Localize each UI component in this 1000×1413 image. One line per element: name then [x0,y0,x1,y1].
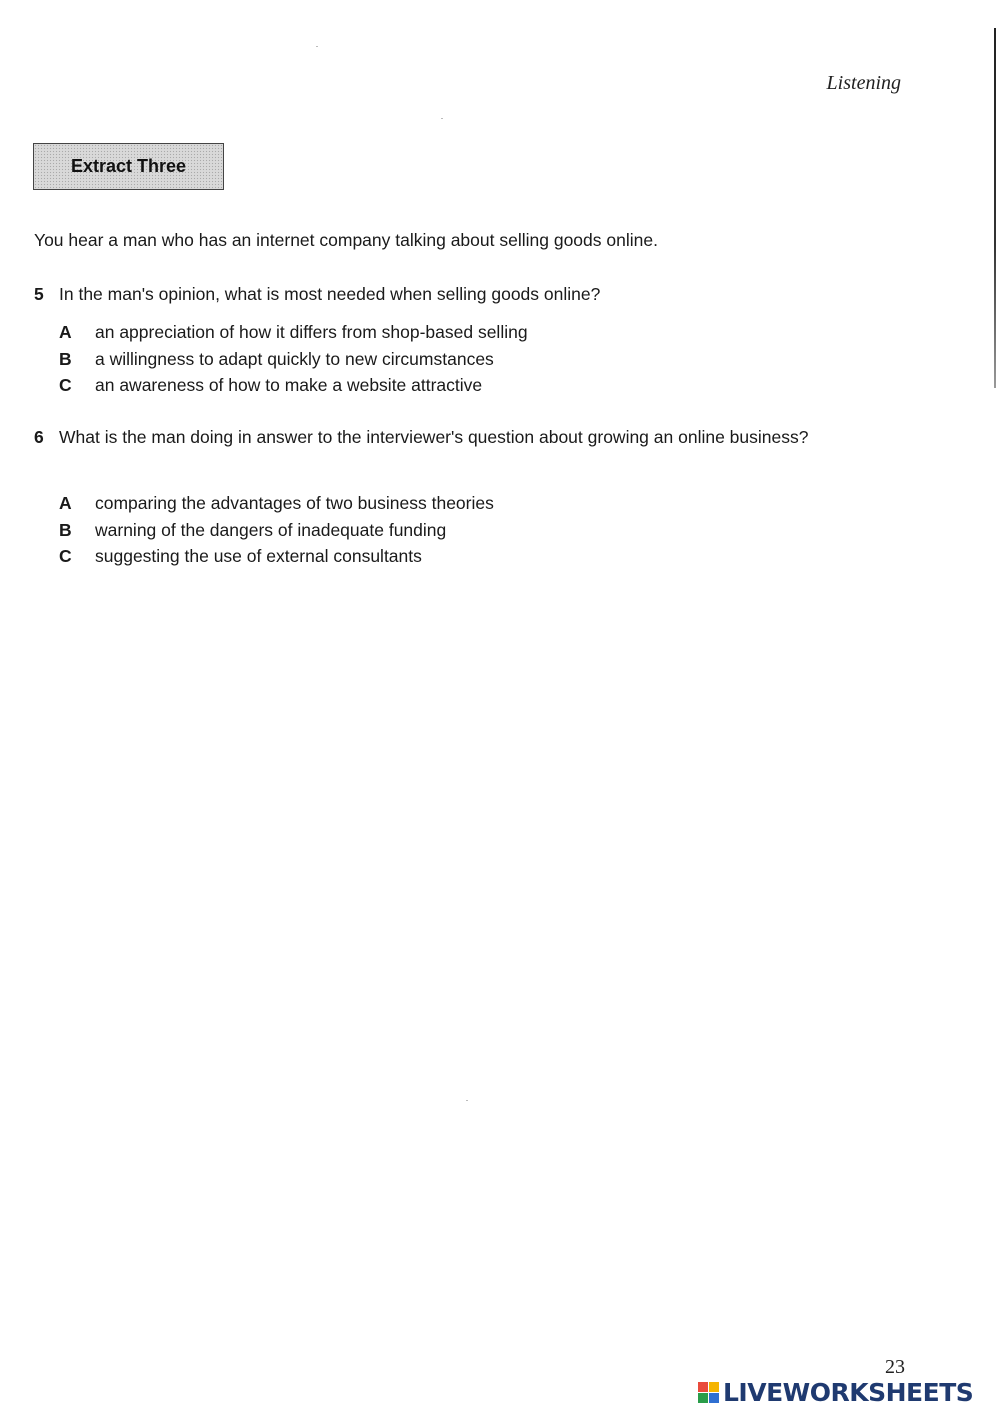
option-letter: B [59,519,72,540]
question-5 [34,280,839,309]
option-letter: C [59,375,72,395]
option-text: an appreciation of how it differs from shop-based selling [95,322,528,342]
liveworksheets-logo [698,1378,973,1407]
option-text: a willingness to adapt quickly to new circumstances [95,348,494,369]
option-letter: A [59,322,72,342]
page-number: 23 [885,1356,905,1378]
page-edge-shadow [994,28,996,388]
option-letter: B [59,348,72,369]
option-text: comparing the advantages of two business theories [95,493,494,513]
question-number: 6 [34,427,44,447]
extract-title: Extract Three [70,156,187,176]
scan-speck [441,118,443,119]
logo-tile-icon [709,1393,719,1403]
scan-speck [466,1100,468,1101]
option-letter: C [59,546,72,566]
option-letter: A [59,493,72,513]
logo-tile-icon [709,1382,719,1392]
question-text: In the man's opinion, what is most needed when selling goods online? [59,284,601,304]
logo-grid-icon [698,1382,719,1403]
section-label: Listening [826,72,901,94]
scan-speck [316,46,318,47]
logo-tile-icon [698,1382,708,1392]
extract-intro: You hear a man who has an internet company talking about selling goods online. [34,230,658,250]
option-text: an awareness of how to make a website attractive [95,375,483,395]
option-text: warning of the dangers of inadequate funding [95,519,447,540]
question-number: 5 [34,284,44,304]
option-text: suggesting the use of external consultants [95,546,422,566]
brand-name: LIVEWORKSHEETS [723,1378,974,1407]
question-text: What is the man doing in answer to the interviewer's question about growing an online business? [59,427,809,447]
logo-tile-icon [698,1393,708,1403]
question-6 [34,423,839,452]
extract-heading-box [33,143,224,190]
